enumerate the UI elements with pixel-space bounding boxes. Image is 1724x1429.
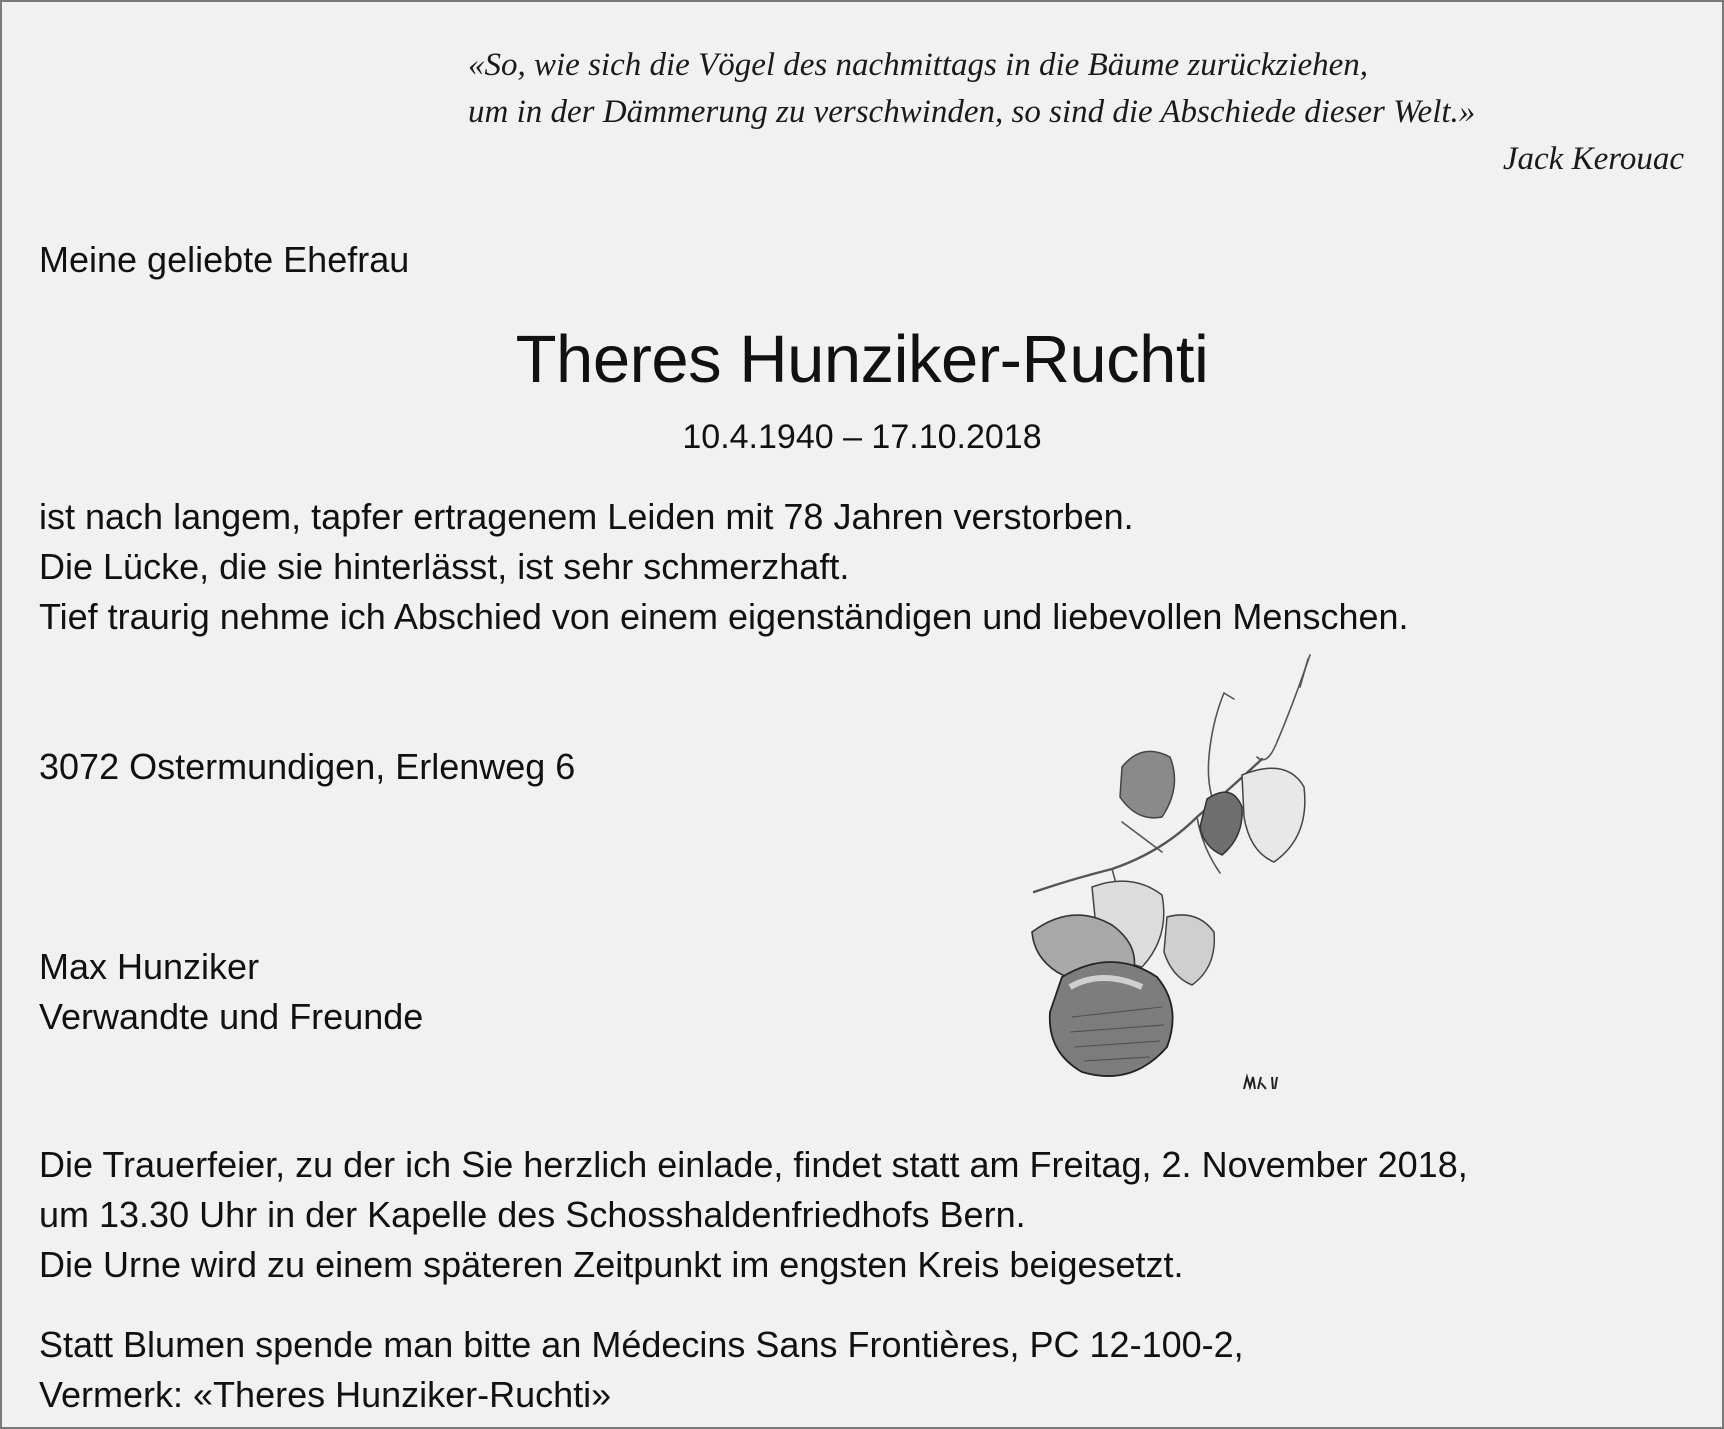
life-dates: 10.4.1940 – 17.10.2018 bbox=[682, 418, 1042, 456]
mourner-line: Verwandte und Freunde bbox=[39, 996, 424, 1037]
address: 3072 Ostermundigen, Erlenweg 6 bbox=[39, 746, 576, 787]
mourner-line: Max Hunziker bbox=[39, 946, 260, 987]
message-line: ist nach langem, tapfer ertragenem Leiden mit 78 Jahren verstorben. bbox=[39, 496, 1134, 537]
artist-signature bbox=[1244, 1077, 1277, 1089]
service-line: Die Trauerfeier, zu der ich Sie herzlich einlade, findet statt am Freitag, 2. November 2018, bbox=[39, 1144, 1468, 1185]
quote-line: um in der Dämmerung zu verschwinden, so sind die Abschiede dieser Welt.» bbox=[468, 94, 1476, 130]
donation-line: Statt Blumen spende man bitte an Médecins Sans Frontières, PC 12-100-2, bbox=[39, 1324, 1244, 1365]
epigraph-quote bbox=[468, 42, 1684, 183]
service-line: Die Urne wird zu einem späteren Zeitpunkt im engsten Kreis beigesetzt. bbox=[39, 1244, 1184, 1285]
service-line: um 13.30 Uhr in der Kapelle des Schosshaldenfriedhofs Bern. bbox=[39, 1194, 1026, 1235]
message-line: Die Lücke, die sie hinterlässt, ist sehr schmerzhaft. bbox=[39, 546, 850, 587]
intro-text: Meine geliebte Ehefrau bbox=[39, 239, 410, 280]
donation-line: Vermerk: «Theres Hunziker-Ruchti» bbox=[39, 1374, 612, 1415]
quote-line: «So, wie sich die Vögel des nachmittags in die Bäume zurückziehen, bbox=[468, 47, 1368, 83]
quote-author: Jack Kerouac bbox=[1502, 141, 1684, 177]
deceased-name: Theres Hunziker-Ruchti bbox=[515, 322, 1209, 397]
message-line: Tief traurig nehme ich Abschied von einem eigenständigen und liebevollen Menschen. bbox=[39, 596, 1409, 637]
branch-illustration bbox=[992, 647, 1332, 1117]
